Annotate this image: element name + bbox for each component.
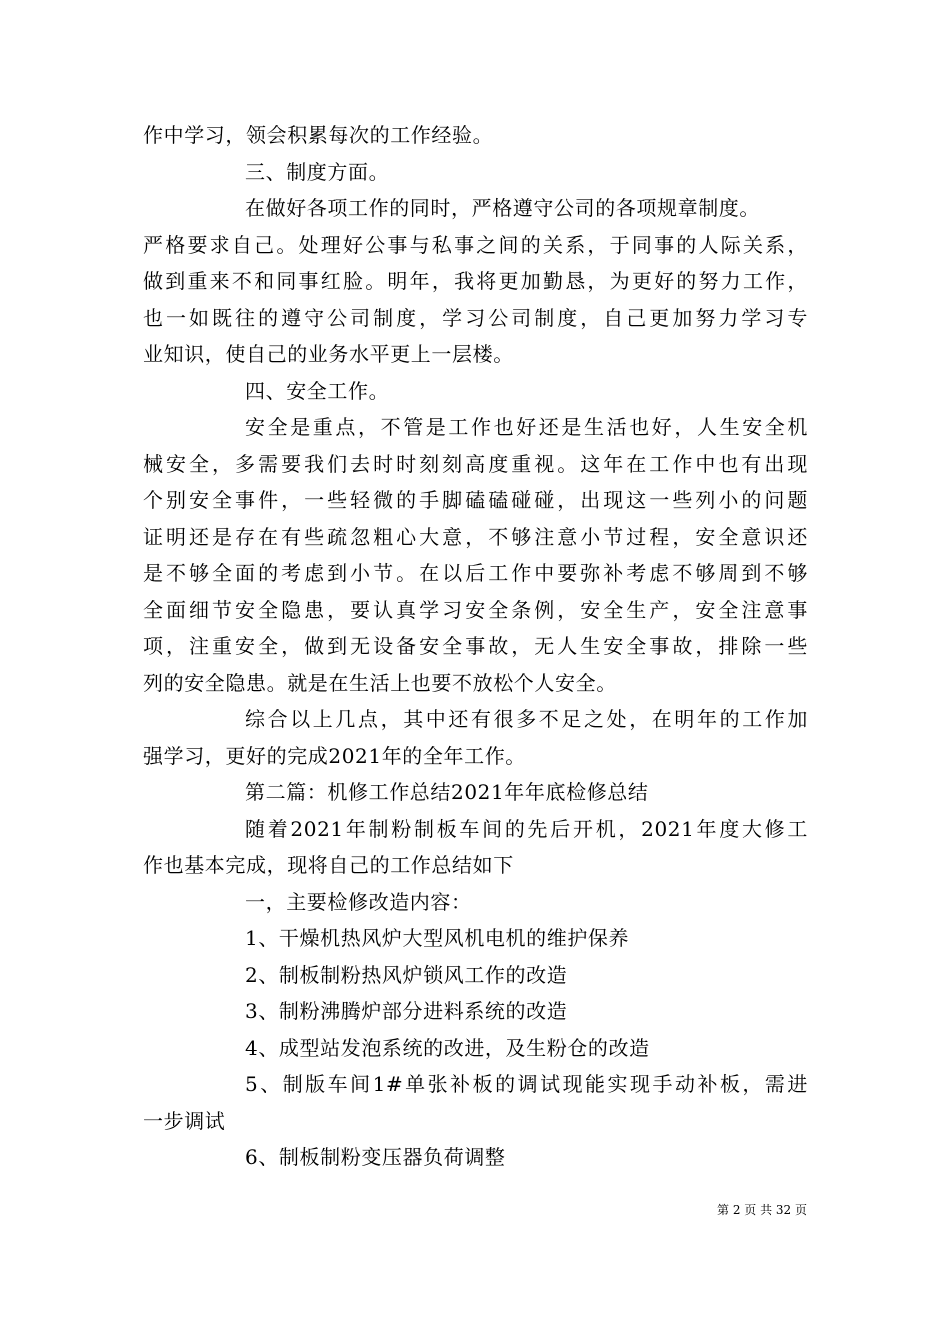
text-line: 项，注重安全，做到无设备安全事故，无人生安全事故，排除一些 [143,634,808,658]
text-line: 综合以上几点，其中还有很多不足之处，在明年的工作加 [245,707,808,731]
text-line: 一步调试 [143,1108,226,1133]
text-line: 械安全，多需要我们去时时刻刻高度重视。这年在工作中也有出现 [143,451,808,476]
text-line: 是不够全面的考虑到小节。在以后工作中要弥补考虑不够周到不够 [143,561,808,585]
text-line: 列的安全隐患。就是在生活上也要不放松个人安全。 [143,670,617,695]
text-line: 3、制粉沸腾炉部分进料系统的改造 [245,999,568,1023]
text-line: 严格要求自己。处理好公事与私事之间的关系，于同事的人际关系， [143,232,808,257]
text-line: 也一如既往的遵守公司制度，学习公司制度，自己更加努力学习专 [143,305,808,330]
text-line: 5、制版车间1#单张补板的调试现能实现手动补板，需进 [245,1072,808,1096]
text-line: 四、安全工作。 [245,378,390,403]
page-number: 第 2 页 共 32 页 [717,1203,807,1217]
text-line: 全面细节安全隐患，要认真学习安全条例，安全生产，安全注意事 [143,597,808,622]
text-line: 第二篇：机修工作总结2021年年底检修总结 [245,780,649,804]
text-line: 1、干燥机热风炉大型风机电机的维护保养 [245,926,630,950]
text-line: 作也基本完成，现将自己的工作总结如下 [143,853,514,877]
text-line: 一，主要检修改造内容： [245,889,472,914]
text-line: 4、成型站发泡系统的改进，及生粉仓的改造 [245,1035,650,1060]
text-line: 安全是重点，不管是工作也好还是生活也好，人生安全机 [245,415,808,439]
text-line: 2、制板制粉热风炉锁风工作的改造 [245,962,568,987]
document-body [143,117,808,1176]
text-line: 强学习，更好的完成2021年的全年工作。 [143,743,526,768]
text-line: 三、制度方面。 [245,159,390,184]
text-line: 在做好各项工作的同时，严格遵守公司的各项规章制度。 [245,196,760,220]
text-line: 证明还是存在有些疏忽粗心大意，不够注意小节过程，安全意识还 [143,524,808,549]
text-line: 业知识，使自己的业务水平更上一层楼。 [143,342,514,366]
text-line: 个别安全事件，一些轻微的手脚磕磕碰碰，出现这一些列小的问题 [143,488,808,512]
text-line: 做到重来不和同事红脸。明年，我将更加勤恳，为更好的努力工作， [143,269,808,293]
text-line: 作中学习，领会积累每次的工作经验。 [143,123,494,147]
text-line: 随着2021年制粉制板车间的先后开机，2021年度大修工 [245,816,808,841]
text-line: 6、制板制粉变压器负荷调整 [245,1145,506,1169]
